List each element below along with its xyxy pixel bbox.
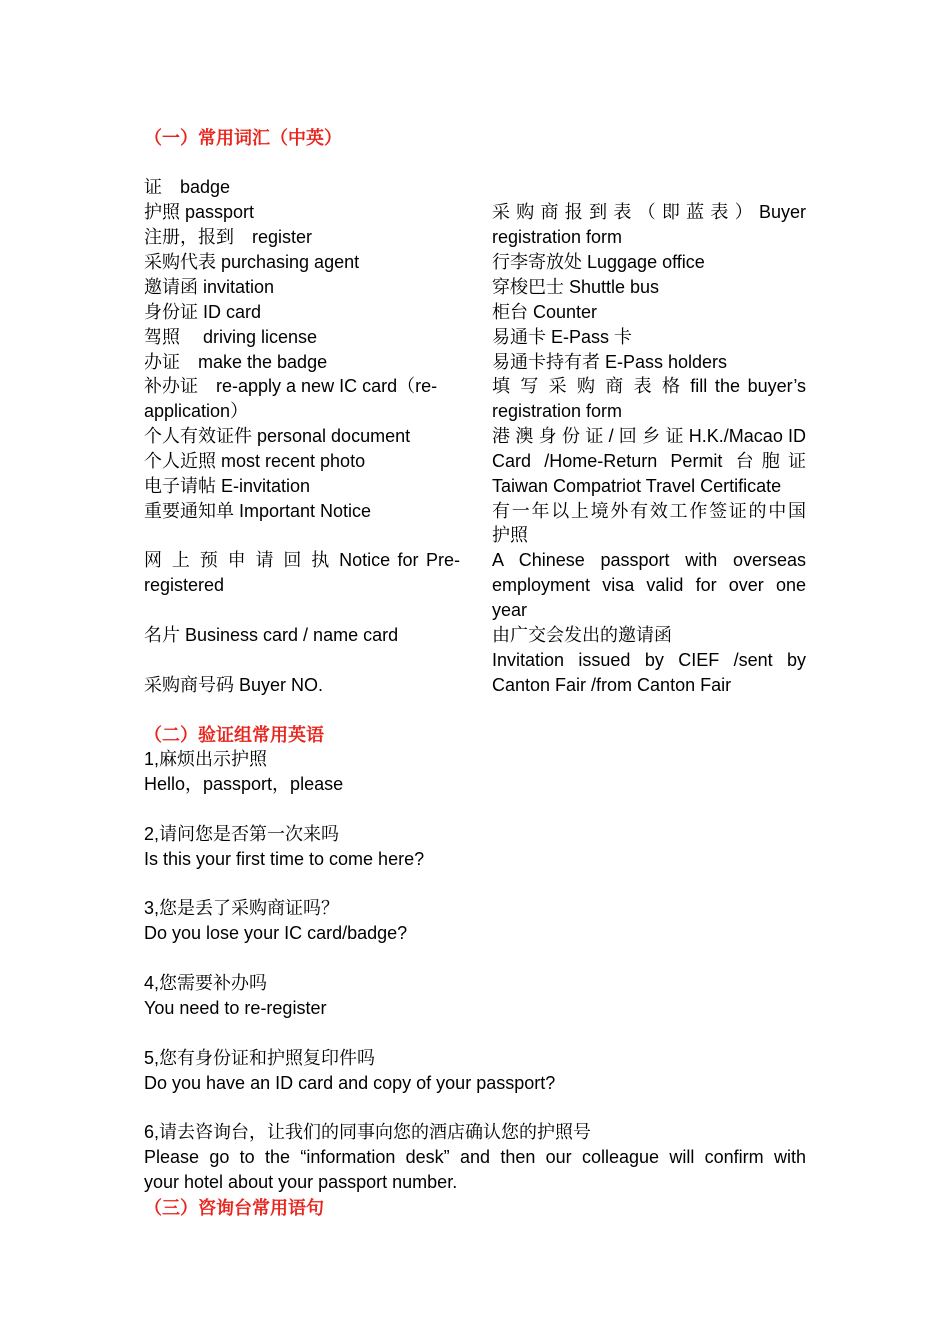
vocab-left-11: 个人有效证件 personal document [144, 426, 411, 446]
vocab-right-11: Card /Home-Return Permit 台胞证 [492, 451, 806, 471]
vocab-right-10: 港 澳 身 份 证 / 回 乡 证 H.K./Macao ID [492, 426, 806, 446]
vocab-right-7: 易通卡持有者 E-Pass holders [492, 352, 728, 372]
vocab-left-2: 护照 passport [144, 202, 255, 222]
vocab-left-8: 办证 make the badge [144, 352, 328, 372]
vocab-right-3: 行李寄放处 Luggage office [492, 252, 705, 272]
phrase-1-english: Hello，passport，please [144, 774, 344, 794]
vocab-left-4: 采购代表 purchasing agent [144, 252, 360, 272]
phrase-6-english-line1: Please go to the “information desk” and then our colleague will confirm with [144, 1147, 806, 1167]
vocab-left-6: 身份证 ID card [144, 302, 262, 322]
phrase-1-chinese: 1,麻烦出示护照 [144, 749, 268, 769]
vocab-left-14: 重要通知单 Important Notice [144, 501, 372, 521]
vocab-left-17: 名片 Business card / name card [144, 625, 399, 645]
vocab-left-3: 注册，报到 register [144, 227, 313, 247]
vocab-left-16: registered [144, 575, 225, 595]
phrase-4-english: You need to re-register [144, 998, 327, 1018]
phrase-3-english: Do you lose your IC card/badge? [144, 923, 408, 943]
section-3-heading: （三）咨询台常用语句 [144, 1198, 324, 1218]
vocab-left-10: application） [144, 401, 249, 421]
vocab-right-6: 易通卡 E-Pass 卡 [492, 327, 633, 347]
vocab-left-18: 采购商号码 Buyer NO. [144, 675, 324, 695]
vocab-right-14: 护照 [492, 525, 528, 545]
phrase-2-chinese: 2,请问您是否第一次来吗 [144, 824, 340, 844]
vocab-right-18: 由广交会发出的邀请函 [492, 625, 672, 645]
section-1-heading: （一）常用词汇（中英） [144, 128, 342, 148]
vocab-right-16: employment visa valid for over one [492, 575, 806, 595]
vocab-left-5: 邀请函 invitation [144, 277, 275, 297]
phrase-6-english-line2: your hotel about your passport number. [144, 1172, 458, 1192]
vocab-right-4: 穿梭巴士 Shuttle bus [492, 277, 660, 297]
vocab-right-17: year [492, 600, 528, 620]
phrase-5-chinese: 5,您有身份证和护照复印件吗 [144, 1048, 376, 1068]
vocab-right-15: A Chinese passport with overseas [492, 550, 806, 570]
vocab-right-8: 填 写 采 购 商 表 格 fill the buyer’s [492, 376, 806, 396]
vocab-right-19: Invitation issued by CIEF /sent by [492, 650, 806, 670]
vocab-left-9: 补办证 re-apply a new IC card（re- [144, 376, 438, 396]
vocab-right-9: registration form [492, 401, 623, 421]
vocab-right-2: registration form [492, 227, 623, 247]
phrase-6-chinese: 6,请去咨询台，让我们的同事向您的酒店确认您的护照号 [144, 1122, 592, 1142]
vocab-left-13: 电子请帖 E-invitation [144, 476, 311, 496]
vocab-right-13: 有一年以上境外有效工作签证的中国 [492, 501, 806, 521]
vocab-left-7: 驾照 driving license [144, 327, 318, 347]
section-2-heading: （二）验证组常用英语 [144, 725, 324, 745]
phrase-3-chinese: 3,您是丢了采购商证吗？ [144, 898, 340, 918]
phrase-4-chinese: 4,您需要补办吗 [144, 973, 268, 993]
vocab-left-1: 证 badge [144, 177, 231, 197]
vocab-right-20: Canton Fair /from Canton Fair [492, 675, 732, 695]
vocab-left-15: 网 上 预 申 请 回 执 Notice for Pre- [144, 550, 460, 570]
vocab-left-12: 个人近照 most recent photo [144, 451, 366, 471]
vocab-right-1: 采 购 商 报 到 表 （ 即 蓝 表 ） Buyer [492, 202, 806, 222]
phrase-5-english: Do you have an ID card and copy of your passport? [144, 1073, 556, 1093]
vocab-right-12: Taiwan Compatriot Travel Certificate [492, 476, 782, 496]
phrase-2-english: Is this your first time to come here? [144, 849, 425, 869]
vocab-right-5: 柜台 Counter [492, 302, 598, 322]
